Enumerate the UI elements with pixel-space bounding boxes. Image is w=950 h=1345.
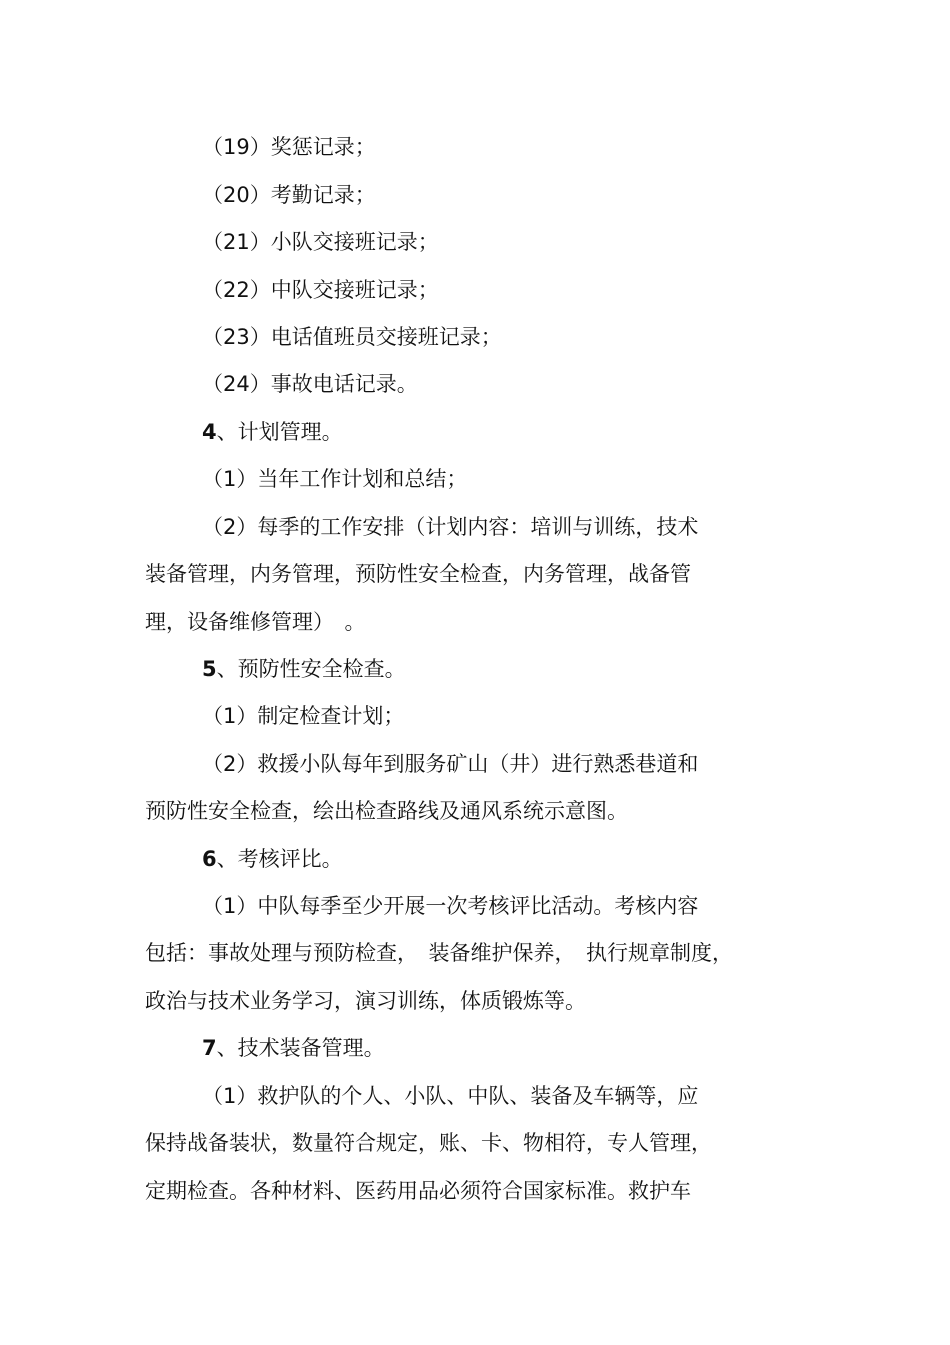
list-item: （23）电话值班员交接班记录； (202, 325, 502, 349)
section-heading (145, 655, 805, 683)
paragraph-line: 定期检查。各种材料、医药用品必须符合国家标准。救护车 (145, 1179, 691, 1203)
list-item: （21）小队交接班记录； (202, 230, 439, 254)
list-item: （1）制定检查计划； (202, 704, 405, 728)
section-title: 、预防性安全检查。 (216, 657, 406, 681)
section-heading (145, 845, 805, 873)
paragraph-line: 保持战备装状，数量符合规定，账、卡、物相符，专人管理， (145, 1131, 712, 1155)
paragraph-line: 包括：事故处理与预防检查， 装备维护保养， 执行规章制度， (145, 941, 733, 965)
list-item: （22）中队交接班记录； (202, 278, 439, 302)
section-heading (145, 1034, 805, 1062)
list-item: （19）奖惩记录； (202, 135, 376, 159)
section-title: 、技术装备管理。 (216, 1036, 385, 1060)
list-item: （1）当年工作计划和总结； (202, 467, 468, 491)
paragraph-line: 装备管理，内务管理，预防性安全检查，内务管理，战备管 (145, 562, 691, 586)
paragraph-line: 政治与技术业务学习，演习训练，体质锻炼等。 (145, 989, 586, 1013)
list-item: （1）中队每季至少开展一次考核评比活动。考核内容 (202, 894, 699, 918)
list-item: （24）事故电话记录。 (202, 372, 418, 396)
paragraph-line: 理，设备维修管理） 。 (145, 610, 366, 634)
section-number: 7 (202, 1036, 217, 1060)
section-heading (145, 418, 805, 446)
list-item: （20）考勤记录； (202, 183, 376, 207)
paragraph-line: 预防性安全检查，绘出检查路线及通风系统示意图。 (145, 799, 628, 823)
list-item: （1）救护队的个人、小队、中队、装备及车辆等，应 (202, 1084, 699, 1108)
section-number: 4 (202, 420, 217, 444)
section-number: 6 (202, 847, 217, 871)
section-number: 5 (202, 657, 217, 681)
section-title: 、计划管理。 (216, 420, 343, 444)
list-item: （2）每季的工作安排（计划内容：培训与训练，技术 (202, 515, 699, 539)
list-item: （2）救援小队每年到服务矿山（井）进行熟悉巷道和 (202, 752, 699, 776)
section-title: 、考核评比。 (216, 847, 343, 871)
